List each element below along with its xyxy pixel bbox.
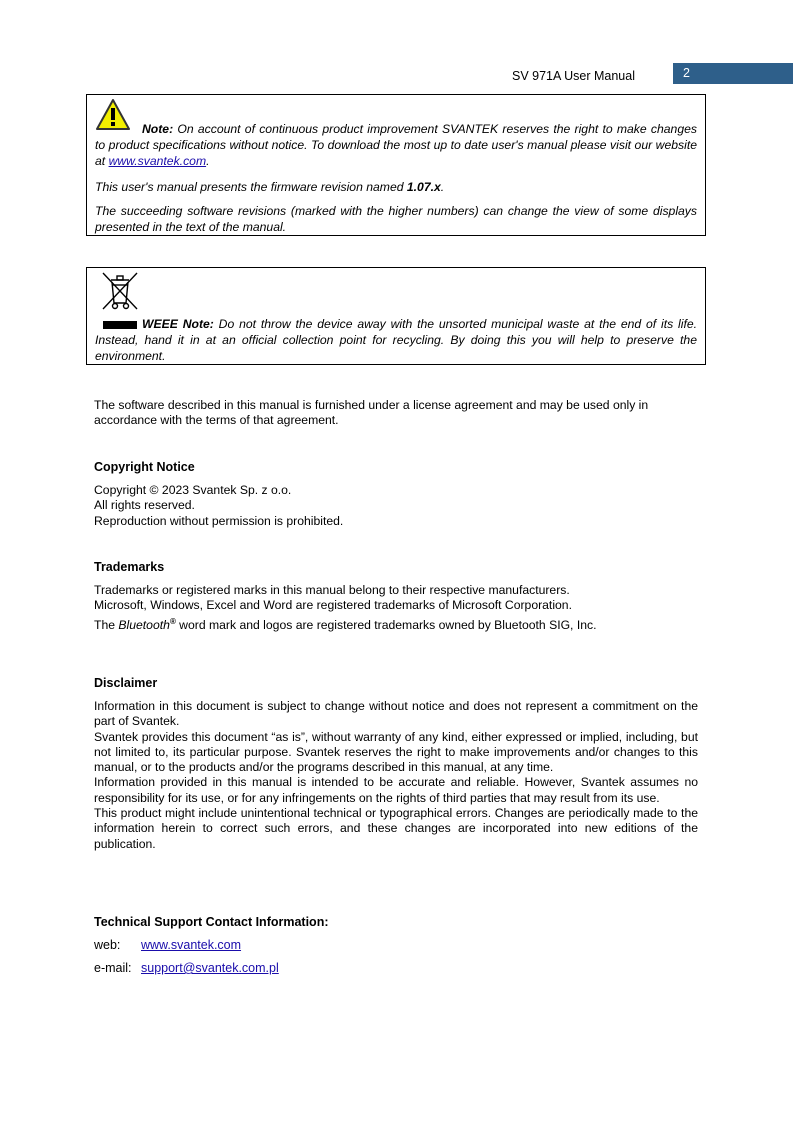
weee-text: Do not throw the device away with the unsorted municipal waste at the end of its life. Instead, hand it in at an official collection point for recycling. By doing this you will help to preserve the environment. — [95, 317, 697, 363]
web-row — [94, 938, 241, 952]
header-title: SV 971A User Manual — [512, 69, 635, 83]
trademarks-line-2: Microsoft, Windows, Excel and Word are registered trademarks of Microsoft Corporation. — [94, 598, 572, 613]
note-label: Note: — [142, 122, 174, 136]
reproduction-line: Reproduction without permission is prohibited. — [94, 513, 344, 528]
trademarks-block — [94, 583, 698, 633]
weee-box — [86, 267, 706, 365]
note-text: On account of continuous product improvement SVANTEK reserves the right to make changes to product specifications without notice. To download the most up to date user's manual please visit our website at — [95, 122, 697, 168]
disclaimer-paragraph-3: Information provided in this manual is intended to be accurate and reliable. However, Svantek assumes no responsibility for its use, or for any infringements on the rights of third parties that may result from its use. — [94, 775, 698, 805]
firmware-paragraph — [95, 179, 697, 195]
weee-label: WEEE Note: — [142, 317, 214, 331]
trademarks-line-1: Trademarks or registered marks in this manual belong to their respective manufacturers. — [94, 583, 570, 597]
bluetooth-brand: Bluetooth — [118, 617, 170, 632]
weee-paragraph — [95, 316, 697, 364]
trademarks-heading: Trademarks — [94, 560, 165, 574]
note-box — [86, 94, 706, 236]
email-link[interactable]: support@svantek.com.pl — [141, 961, 279, 975]
trademarks-line-3-pre: The — [94, 617, 119, 632]
copyright-line: Copyright © 2023 Svantek Sp. z o.o. — [94, 483, 292, 497]
registered-mark: ® — [169, 616, 176, 626]
trademarks-line-3 — [94, 614, 698, 633]
weee-bin-icon — [99, 271, 141, 311]
disclaimer-heading: Disclaimer — [94, 676, 158, 690]
firmware-text-end: . — [440, 180, 445, 194]
rights-line: All rights reserved. — [94, 498, 195, 513]
copyright-block — [94, 483, 698, 529]
firmware-version: 1.07.x — [406, 180, 441, 194]
page-number: 2 — [683, 66, 690, 80]
revision-paragraph: The succeeding software revisions (marked with the higher numbers) can change the view of some displays presented in the text of the manual. — [95, 204, 697, 234]
note-text-end: . — [206, 154, 210, 168]
disclaimer-paragraph-4: This product might include unintentional technical or typographical errors. Changes are periodically made to the information herein to correct such errors, and these changes are incorporated into new editions of the publication. — [94, 806, 698, 851]
email-label: e-mail: — [94, 961, 132, 975]
copyright-heading: Copyright Notice — [94, 460, 195, 474]
disclaimer-paragraph-1: Information in this document is subject to change without notice and does not represent a commitment on the part of Svantek. — [94, 699, 698, 729]
email-row — [94, 961, 279, 975]
firmware-text: This user's manual presents the firmware revision named — [95, 180, 407, 194]
page-number-tab — [673, 63, 793, 84]
disclaimer-paragraph-2: Svantek provides this document “as is”, without warranty of any kind, either expressed or implied, including, but not limited to, its particular purpose. Svantek reserves the right to make improvements and/or changes to this manual, or to the products and/or the programs described in this manual, at any time. — [94, 729, 698, 775]
note-paragraph — [95, 121, 697, 169]
disclaimer-block — [94, 699, 698, 852]
support-heading: Technical Support Contact Information: — [94, 915, 329, 929]
website-link[interactable]: www.svantek.com — [108, 154, 207, 168]
trademarks-line-3-post: word mark and logos are registered trademarks owned by Bluetooth SIG, Inc. — [175, 617, 597, 632]
license-text: The software described in this manual is furnished under a license agreement and may be used only in accordance with the terms of that agreement. — [94, 398, 649, 428]
web-label: web: — [94, 938, 121, 952]
web-link[interactable]: www.svantek.com — [141, 938, 242, 952]
